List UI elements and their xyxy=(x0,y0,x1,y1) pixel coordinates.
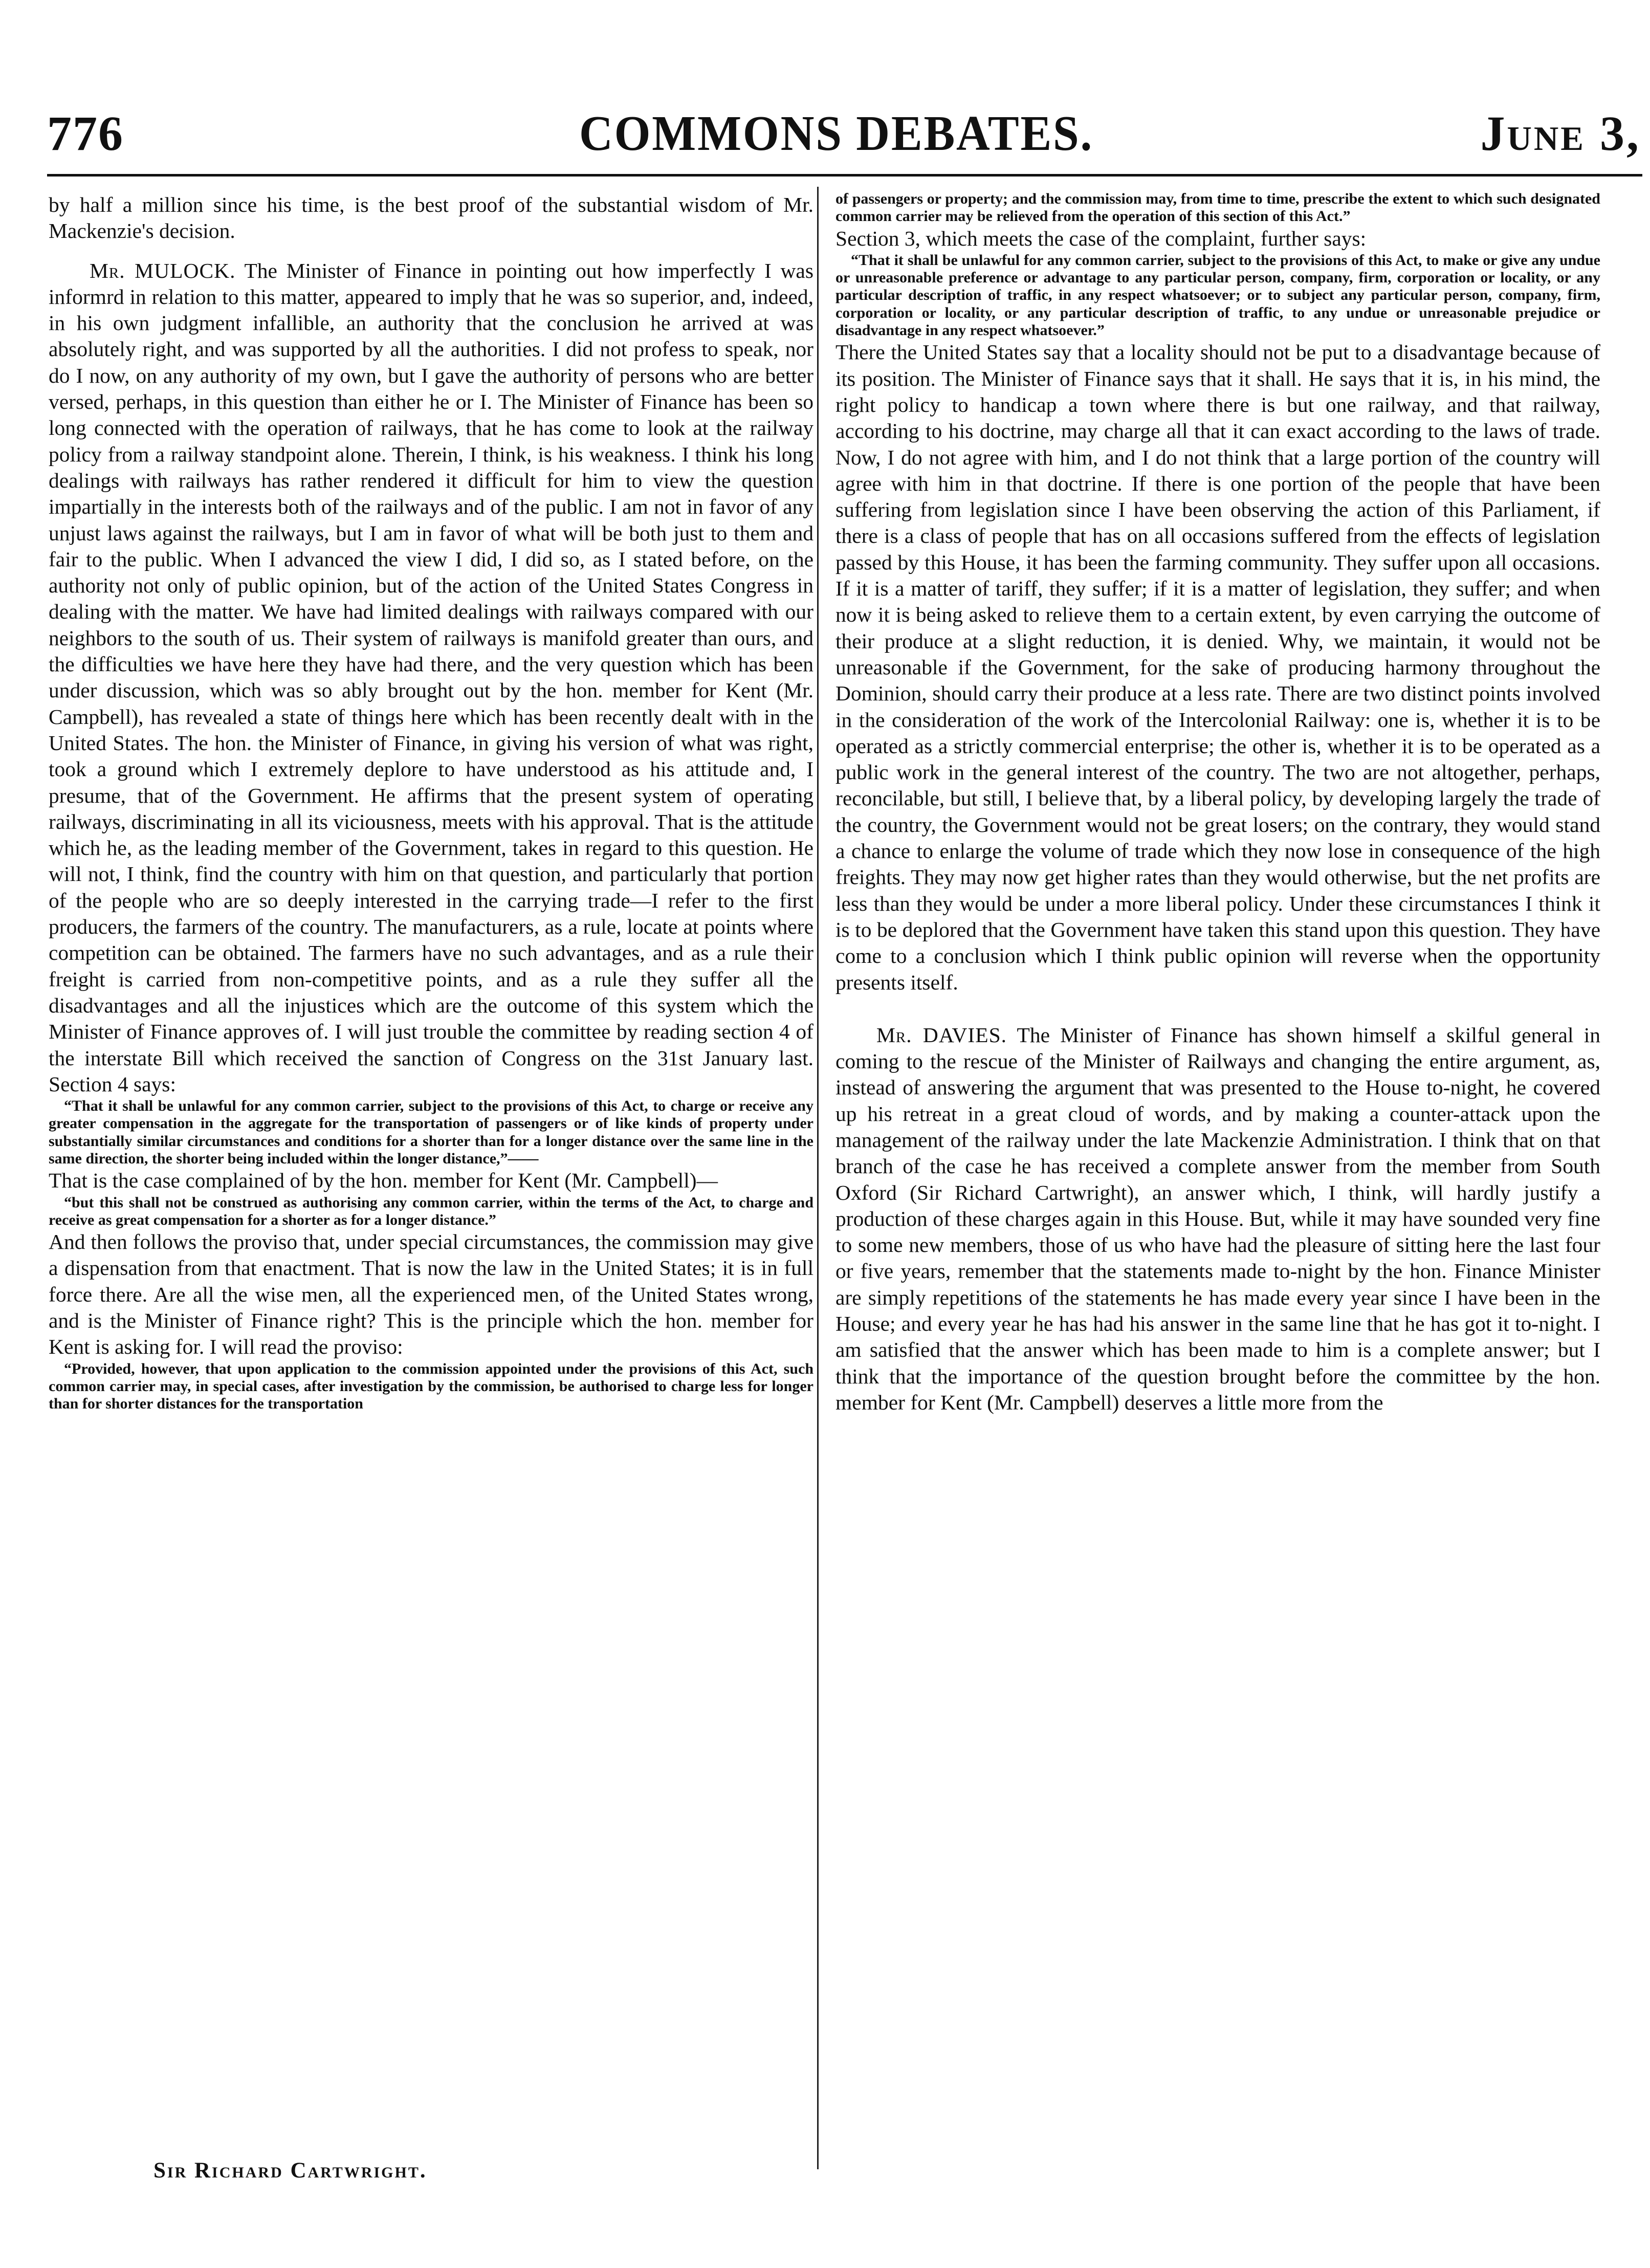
speech-text: The Minister of Finance has shown himself a skilful general in coming to the rescue of the Minister of Railways and changing the entire argument, as, instead of answering the argument that was presented to the House to-night, he covered up his retreat in a great cloud of words, and by making a counter-attack upon the management of the railway under the late Mackenzie Administration. I think that on that branch of the case he has received a complete answer from the member from South Oxford (Sir Richard Cartwright), an answer which, I think, will hardly justify a production of these charges again in this House. But, while it may have sounded very fine to some new members, those of us who have had the pleasure of sitting here the last four or five years, remember that the statements made to-night by the hon. Finance Minister are simply repetitions of the statements he has made every year since I have been in the House; and every year he has had his answer in the same line that he has got it to-night. I am satisfied that the answer which has been made to him is a complete answer; but I think that the importance of the question brought before the committee by the hon. member for Kent (Mr. Campbell) deserves a little more from the xyxy=(835,1023,1600,1414)
speaker-name: Mr. MULOCK. xyxy=(90,258,236,282)
paragraph: by half a million since his time, is the best proof of the substantial wisdom of Mr. Mackenzie's decision. xyxy=(49,193,813,243)
left-column xyxy=(49,192,813,1413)
paragraph: Section 3, which meets the case of the complaint, further says: xyxy=(835,226,1367,250)
page-number: 776 xyxy=(47,106,124,161)
quoted-section-4: “That it shall be unlawful for any common carrier, subject to the provisions of this Act, to charge or receive any greater compensation in the aggregate for the transportation of passengers or of like kinds of property under substantially similar circumstances and conditions for a shorter than for a longer distance over the same line in the same direction, the shorter being included within the longer distance,”—— xyxy=(49,1097,813,1167)
quoted-section-3: “That it shall be unlawful for any common carrier, subject to the provisions of this Act, to make or give any undue or unreasonable preference or advantage to any particular person, company, firm, corporation or locality, or any particular description of traffic, in any respect whatsoever; or to subject any particular person, company, firm, corporation or locality, or any particular description of traffic, to any undue or unreasonable prejudice or disadvantage in any respect whatsoever.” xyxy=(835,251,1600,339)
right-column xyxy=(835,190,1600,1416)
page-header xyxy=(47,105,1650,166)
speech-davies xyxy=(835,1022,1600,1416)
speaker-name: Mr. DAVIES. xyxy=(876,1023,1007,1047)
quoted-section-4-continued: “but this shall not be construed as authorising any common carrier, within the terms of the Act, to charge and receive as great compensation for a shorter as for a longer distance.” xyxy=(49,1194,813,1228)
page-date: June 3, xyxy=(1480,106,1641,161)
quoted-proviso-continued: of passengers or property; and the commission may, from time to time, prescribe the extent to which such designated common carrier may be relieved from the operation of this section of this Act.” xyxy=(835,190,1600,225)
header-rule xyxy=(47,174,1642,177)
footer-speaker-name: Sir Richard Cartwright. xyxy=(153,2159,427,2183)
speech-text: The Minister of Finance in pointing out how imperfectly I was informrd in relation to this matter, appeared to imply that he was so superior, and, indeed, in his own judgment infallible, an authority that the conclusion he arrived at was absolutely right, and was supported by all the authorities. I did not profess to speak, nor do I now, on any authority of my own, but I gave the authority of persons who are better versed, perhaps, in this question than either he or I. The Minister of Finance has been so long connected with the operation of railways, that he has come to look at the railway policy from a railway standpoint alone. Therein, I think, is his weakness. I think his long dealings with railways has rather rendered it difficult for him to view the question impartially in the interests both of the railways and of the public. I am not in favor of any unjust laws against the railways, but I am in favor of what will be both just to them and fair to the public. When I advanced the view I did, I did so, as I stated before, on the authority not only of public opinion, but of the action of the United States Congress in dealing with the matter. We have had limited dealings with railways compared with our neighbors to the south of us. Their system of railways is manifold greater than ours, and the difficulties we have here they have had there, and the very question which has been under discussion, which was so ably brought out by the hon. member for Kent (Mr. Campbell), has revealed a state of things here which has been recently dealt with in the United States. The hon. the Minister of Finance, in giving his version of what was right, took a ground which I extremely deplore to have understood as his attitude and, I presume, that of the Government. He affirms that the present system of operating railways, discriminating in all its viciousness, meets with his approval. That is the attitude which he, as the leading member of the Government, takes in regard to this question. He will not, I think, find the country with him on that question, and particularly that portion of the people who are so deeply interested in the carrying trade—I refer to the first producers, the farmers of the country. The manufacturers, as a rule, locate at points where competition can be obtained. The farmers have no such advantages, and as a rule their freight is carried from non-competitive points, and as a rule they suffer all the disadvantages and all the injustices which are the outcome of this system which the Minister of Finance approves of. I will just trouble the committee by reading section 4 of the interstate Bill which received the sanction of Congress on the 31st January last. Section 4 says: xyxy=(49,258,813,1096)
paragraph: That is the case complained of by the hon. member for Kent (Mr. Campbell)— xyxy=(49,1169,718,1193)
publication-title: COMMONS DEBATES. xyxy=(579,106,1094,161)
quoted-proviso: “Provided, however, that upon application to the commission appointed under the provisions of this Act, such common carrier may, in special cases, after investigation by the commission, be authorised to charge less for longer than for shorter distances for the transportation xyxy=(49,1360,813,1413)
speech-mulock xyxy=(49,258,813,1098)
paragraph: There the United States say that a locality should not be put to a disadvantage because of its position. The Minister of Finance says that it shall. He says that it is, in his mind, the right policy to handicap a town where there is but one railway, and that railway, according to his doctrine, may charge all that it can exact according to the laws of trade. Now, I do not agree with him, and I do not think that a large portion of the country will agree with him in that doctrine. If there is one portion of the people that have been suffering from legislation since I have been observing the action of this Parliament, if there is a class of people that has on all occasions suffered from the effects of legislation passed by this House, it has been the farming community. They suffer upon all occasions. If it is a matter of tariff, they suffer; if it is a matter of legislation, they suffer; and when now it is being asked to relieve them to a certain extent, by even carrying the outcome of their produce at a slight reduction, it is denied. Why, we maintain, it would not be unreasonable if the Government, for the sake of producing harmony throughout the Dominion, should carry their produce at a less rate. There are two distinct points involved in the consideration of the work of the Intercolonial Railway: one is, whether it is to be operated as a strictly commercial enterprise; the other is, whether it is to be operated as a public work in the general interest of the country. The two are not altogether, perhaps, reconcilable, but still, I believe that, by a liberal policy, by developing largely the trade of the country, the Government would not be great losers; on the contrary, they would stand a chance to enlarge the volume of trade which they now lose in consequence of the high freights. They may now get higher rates than they would otherwise, but the net profits are less than they would be under a more liberal policy. Under these circumstances I think it is to be deplored that the Government have taken this stand upon this question. They have come to a conclusion which I think public opinion will reverse when the opportunity presents itself. xyxy=(835,340,1600,994)
column-divider xyxy=(817,187,819,2169)
paragraph: And then follows the proviso that, under special circumstances, the commission may give a dispensation from that enactment. That is now the law in the United States; it is in full force there. Are all the wise men, all the experienced men, of the United States wrong, and is the Minister of Finance right? This is the principle which the hon. member for Kent is asking for. I will read the proviso: xyxy=(49,1230,813,1359)
